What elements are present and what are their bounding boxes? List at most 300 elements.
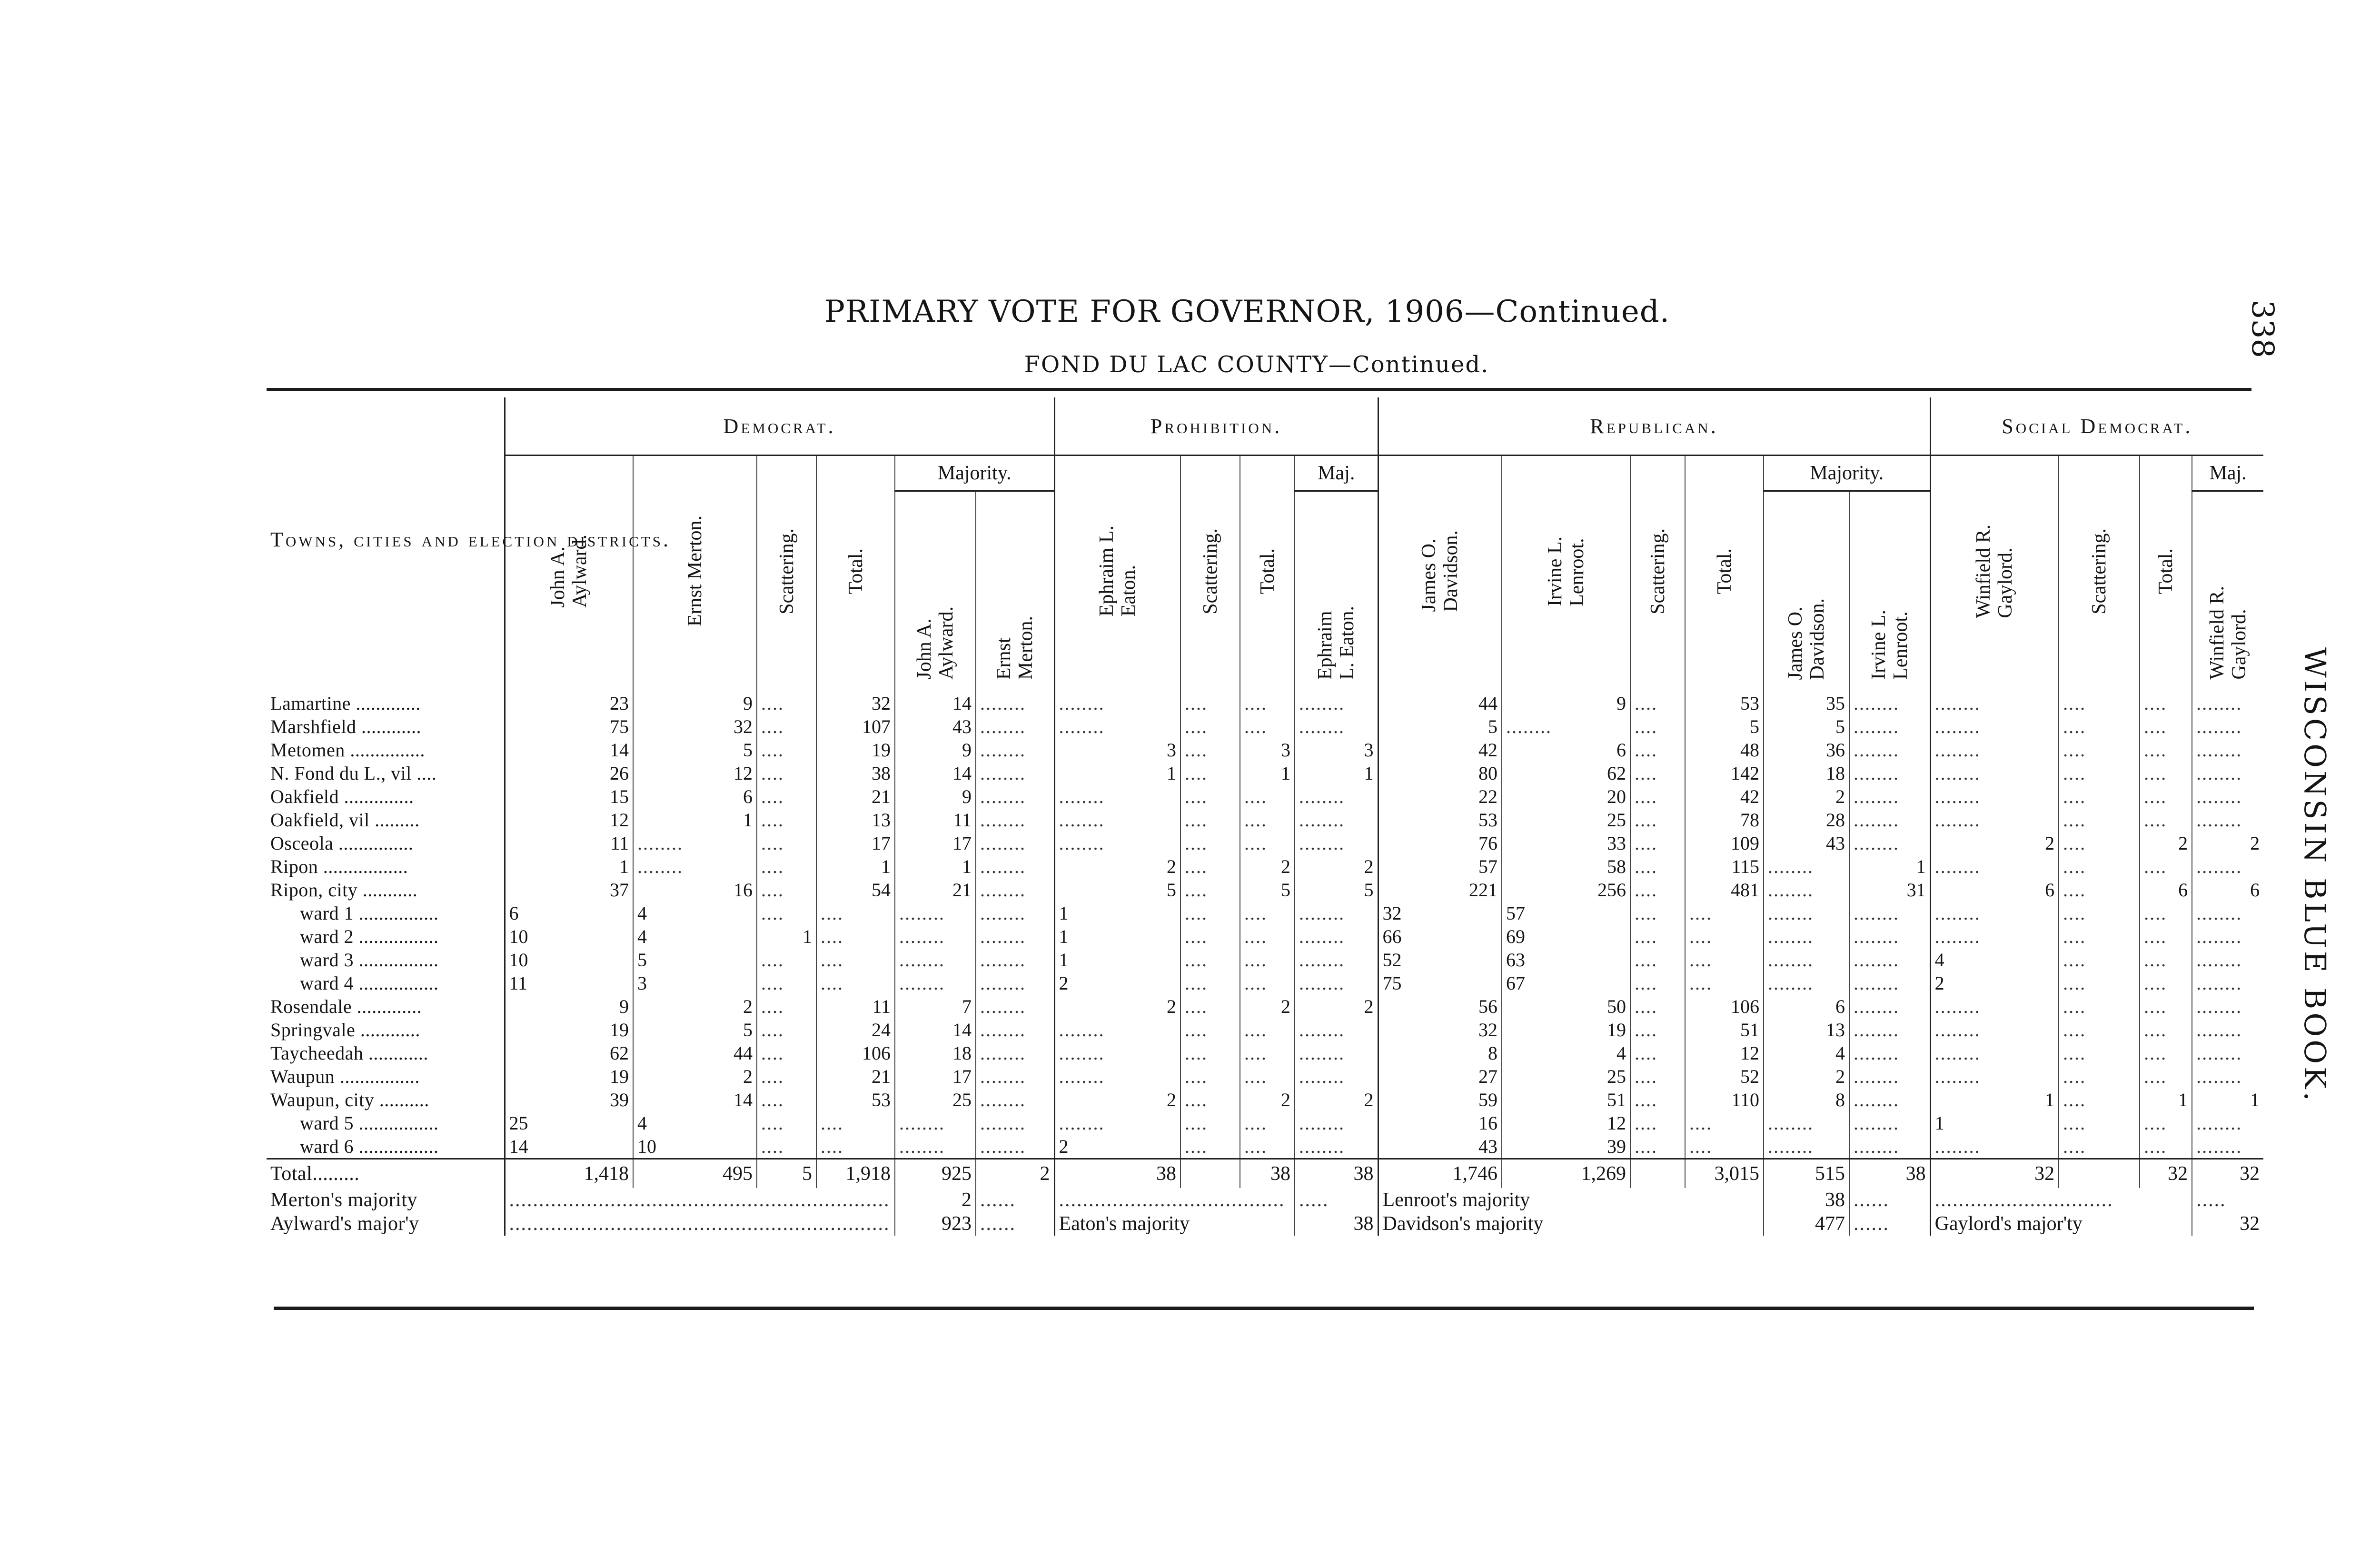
leader-dots: ........ bbox=[1764, 1111, 1849, 1135]
leader-dots: ........ bbox=[976, 785, 1054, 808]
leader-dots: ........ bbox=[1849, 1111, 1930, 1135]
cell-d-aylward: 1 bbox=[505, 855, 633, 878]
table-row bbox=[267, 902, 2263, 925]
table-row bbox=[267, 1088, 2263, 1111]
cell-s-total: 6 bbox=[2140, 878, 2192, 902]
leader-dots: .... bbox=[757, 738, 816, 762]
leader-dots: ................. bbox=[318, 856, 408, 877]
cell-p-eaton: 1 bbox=[1054, 925, 1180, 948]
cell-r-davidson: 22 bbox=[1378, 785, 1502, 808]
leader-dots: .... bbox=[2059, 855, 2140, 878]
leader-dots: ............. bbox=[352, 996, 422, 1017]
total-s-maj-gaylord: 32 bbox=[2192, 1159, 2263, 1189]
total-p-total: 38 bbox=[1240, 1159, 1295, 1189]
cell-d-total: 13 bbox=[816, 808, 895, 832]
leader-dots: ........ bbox=[1295, 1018, 1378, 1041]
cell-d-total: 11 bbox=[816, 995, 895, 1018]
cell-r-maj-davidson: 35 bbox=[1764, 682, 1849, 715]
cell-p-eaton: 1 bbox=[1054, 948, 1180, 971]
leader-dots: .... bbox=[2140, 925, 2192, 948]
leader-dots: .... bbox=[2059, 1041, 2140, 1065]
cell-d-aylward: 12 bbox=[505, 808, 633, 832]
leader-dots: ................ bbox=[353, 949, 439, 971]
leader-dots: .... bbox=[757, 878, 816, 902]
leader-dots: .... bbox=[757, 1018, 816, 1041]
cell-d-merton: 32 bbox=[633, 715, 757, 738]
cell-d-maj-aylward: 21 bbox=[895, 878, 976, 902]
aylward-majority-label: Aylward's major'y bbox=[270, 1213, 419, 1235]
leader-dots: .... bbox=[1630, 682, 1685, 715]
leader-dots: ........ bbox=[976, 855, 1054, 878]
leader-dots: .... bbox=[1630, 878, 1685, 902]
cell-r-lenroot: 4 bbox=[1502, 1041, 1630, 1065]
democrat-header: Democrat. bbox=[505, 397, 1054, 456]
cell-d-maj-aylward: 17 bbox=[895, 832, 976, 855]
col-r-maj-lenroot: Irvine L. Lenroot. bbox=[1849, 491, 1930, 683]
leader-dots: .... bbox=[1685, 1111, 1764, 1135]
lenroot-majority-value: 38 bbox=[1764, 1188, 1849, 1212]
table-row bbox=[267, 808, 2263, 832]
eaton-majority-label: Eaton's majority bbox=[1054, 1212, 1295, 1236]
leader-dots: ........ bbox=[1849, 971, 1930, 995]
cell-r-total: 12 bbox=[1685, 1041, 1764, 1065]
total-s-gaylord: 32 bbox=[1930, 1159, 2059, 1189]
leader-dots: .... bbox=[2059, 948, 2140, 971]
cell-r-davidson: 32 bbox=[1378, 902, 1502, 925]
leader-dots: ........ bbox=[1849, 762, 1930, 785]
cell-r-davidson: 8 bbox=[1378, 1041, 1502, 1065]
leader-dots: .... bbox=[1180, 1111, 1240, 1135]
leader-dots: ........ bbox=[976, 902, 1054, 925]
leader-dots: .... bbox=[816, 1135, 895, 1159]
town-name: Oakfield .............. bbox=[270, 786, 414, 807]
republican-header: Republican. bbox=[1378, 397, 1930, 456]
cell-r-davidson: 221 bbox=[1378, 878, 1502, 902]
cell-d-total: 24 bbox=[816, 1018, 895, 1041]
leader-dots: ........ bbox=[2192, 682, 2263, 715]
leader-dots: .... bbox=[757, 1111, 816, 1135]
cell-r-lenroot: 20 bbox=[1502, 785, 1630, 808]
cell-d-maj-aylward: 14 bbox=[895, 1018, 976, 1041]
leader-dots: .... bbox=[757, 1088, 816, 1111]
leader-dots: ........ bbox=[1849, 902, 1930, 925]
cell-p-eaton: 2 bbox=[1054, 1135, 1180, 1159]
leader-dots: .... bbox=[1685, 902, 1764, 925]
table-row bbox=[267, 1041, 2263, 1065]
majority-row-1: Merton's majority ................................................................ 2 ...... ...................................... ..... Lenroot's majority 38 ...... .............................. ..... bbox=[267, 1188, 2263, 1212]
leader-dots: ........ bbox=[1295, 715, 1378, 738]
leader-dots: ........ bbox=[1054, 715, 1180, 738]
leader-dots: .... bbox=[1685, 925, 1764, 948]
table-row bbox=[267, 682, 2263, 715]
col-d-merton: Ernst Merton. bbox=[633, 456, 757, 683]
col-r-scattering: Scattering. bbox=[1630, 456, 1685, 683]
cell-d-total: 17 bbox=[816, 832, 895, 855]
leader-dots: .... bbox=[1630, 948, 1685, 971]
leader-dots: .... bbox=[1240, 1065, 1295, 1088]
leader-dots: .... bbox=[2059, 785, 2140, 808]
cell-s-gaylord: 2 bbox=[1930, 971, 2059, 995]
leader-dots: .... bbox=[1685, 948, 1764, 971]
cell-r-maj-davidson: 2 bbox=[1764, 785, 1849, 808]
cell-r-lenroot: 33 bbox=[1502, 832, 1630, 855]
leader-dots: .... bbox=[1180, 808, 1240, 832]
leader-dots: .... bbox=[1180, 1041, 1240, 1065]
leader-dots: .... bbox=[757, 1065, 816, 1088]
cell-s-gaylord: 1 bbox=[1930, 1088, 2059, 1111]
cell-r-total: 109 bbox=[1685, 832, 1764, 855]
cell-d-aylward: 39 bbox=[505, 1088, 633, 1111]
cell-r-davidson: 5 bbox=[1378, 715, 1502, 738]
total-d-total: 1,918 bbox=[816, 1159, 895, 1189]
cell-r-total: 110 bbox=[1685, 1088, 1764, 1111]
leader-dots: ........ bbox=[633, 832, 757, 855]
cell-r-lenroot: 25 bbox=[1502, 808, 1630, 832]
cell-d-total: 38 bbox=[816, 762, 895, 785]
total-d-aylward: 1,418 bbox=[505, 1159, 633, 1189]
leader-dots: ........ bbox=[976, 682, 1054, 715]
leader-dots: .... bbox=[2140, 1065, 2192, 1088]
leader-dots: .... bbox=[2140, 1111, 2192, 1135]
vote-table bbox=[267, 397, 2263, 1236]
leader-dots: ........ bbox=[976, 925, 1054, 948]
cell-r-davidson: 32 bbox=[1378, 1018, 1502, 1041]
total-label: Total......... bbox=[267, 1159, 505, 1189]
leader-dots: .... bbox=[757, 785, 816, 808]
leader-dots: ........ bbox=[976, 878, 1054, 902]
cell-p-total: 5 bbox=[1240, 878, 1295, 902]
cell-p-maj-eaton: 3 bbox=[1295, 738, 1378, 762]
leader-dots: ........ bbox=[2192, 762, 2263, 785]
leader-dots: ........ bbox=[1295, 682, 1378, 715]
leader-dots: ........ bbox=[1849, 832, 1930, 855]
leader-dots: ........ bbox=[976, 1088, 1054, 1111]
leader-dots: ........ bbox=[976, 971, 1054, 995]
leader-dots: .... bbox=[1240, 1018, 1295, 1041]
cell-s-gaylord: 6 bbox=[1930, 878, 2059, 902]
cell-d-maj-aylward: 9 bbox=[895, 738, 976, 762]
leader-dots: .... bbox=[411, 763, 437, 784]
leader-dots: ........ bbox=[2192, 785, 2263, 808]
leader-dots: .... bbox=[2059, 715, 2140, 738]
leader-dots: ........ bbox=[1295, 832, 1378, 855]
cell-d-aylward: 26 bbox=[505, 762, 633, 785]
leader-dots: .... bbox=[2059, 1065, 2140, 1088]
total-r-total: 3,015 bbox=[1685, 1159, 1764, 1189]
cell-d-scatter: 1 bbox=[757, 925, 816, 948]
cell-d-maj-aylward: 18 bbox=[895, 1041, 976, 1065]
cell-p-total: 2 bbox=[1240, 855, 1295, 878]
cell-s-total: 1 bbox=[2140, 1088, 2192, 1111]
cell-r-lenroot: 50 bbox=[1502, 995, 1630, 1018]
leader-dots: ........ bbox=[976, 1111, 1054, 1135]
leader-dots: .... bbox=[1630, 995, 1685, 1018]
leader-dots: .... bbox=[757, 855, 816, 878]
cell-p-eaton: 1 bbox=[1054, 902, 1180, 925]
merton-majority-label: Merton's majority bbox=[270, 1189, 417, 1211]
leader-dots: .... bbox=[757, 808, 816, 832]
leader-dots: .... bbox=[2059, 682, 2140, 715]
leader-dots: .... bbox=[757, 762, 816, 785]
cell-d-merton: 2 bbox=[633, 995, 757, 1018]
leader-dots: ........ bbox=[1295, 925, 1378, 948]
town-name: ward 2 ................ bbox=[300, 926, 439, 947]
leader-dots: .... bbox=[2059, 738, 2140, 762]
leader-dots: ............... bbox=[333, 832, 414, 854]
leader-dots: ........ bbox=[1295, 1065, 1378, 1088]
cell-r-lenroot: 51 bbox=[1502, 1088, 1630, 1111]
town-name: Lamartine ............. bbox=[270, 693, 421, 714]
cell-r-lenroot: 19 bbox=[1502, 1018, 1630, 1041]
leader-dots: .... bbox=[1240, 785, 1295, 808]
leader-dots: ........ bbox=[2192, 1065, 2263, 1088]
leader-dots: ........ bbox=[2192, 902, 2263, 925]
leader-dots: ................ bbox=[353, 972, 439, 994]
leader-dots: ........ bbox=[1764, 925, 1849, 948]
cell-r-davidson: 42 bbox=[1378, 738, 1502, 762]
cell-r-davidson: 43 bbox=[1378, 1135, 1502, 1159]
total-p-scattering bbox=[1180, 1159, 1240, 1189]
cell-d-maj-aylward: 11 bbox=[895, 808, 976, 832]
leader-dots: .... bbox=[1630, 1041, 1685, 1065]
leader-dots: .... bbox=[2140, 902, 2192, 925]
cell-p-total: 1 bbox=[1240, 762, 1295, 785]
cell-d-aylward: 75 bbox=[505, 715, 633, 738]
leader-dots: ........ bbox=[2192, 1041, 2263, 1065]
leader-dots: .... bbox=[1180, 832, 1240, 855]
leader-dots: ........ bbox=[1764, 948, 1849, 971]
total-p-maj-eaton: 38 bbox=[1295, 1159, 1378, 1189]
page-number: 338 bbox=[2245, 300, 2280, 358]
total-r-scattering bbox=[1630, 1159, 1685, 1189]
leader-dots: .... bbox=[1180, 682, 1240, 715]
leader-dots: .... bbox=[2140, 948, 2192, 971]
leader-dots: .... bbox=[1180, 1018, 1240, 1041]
leader-dots: .... bbox=[1180, 925, 1240, 948]
leader-dots: ........ bbox=[1764, 878, 1849, 902]
leader-dots: ........ bbox=[1295, 1135, 1378, 1159]
town-name: Waupun ................ bbox=[270, 1066, 420, 1087]
table-row bbox=[267, 785, 2263, 808]
cell-r-total: 142 bbox=[1685, 762, 1764, 785]
cell-s-gaylord: 4 bbox=[1930, 948, 2059, 971]
leader-dots: ........ bbox=[976, 1065, 1054, 1088]
leader-dots: .... bbox=[1630, 762, 1685, 785]
cell-d-maj-aylward: 14 bbox=[895, 682, 976, 715]
leader-dots: ........ bbox=[1764, 855, 1849, 878]
cell-d-merton: 2 bbox=[633, 1065, 757, 1088]
leader-dots: ........ bbox=[1764, 902, 1849, 925]
col-p-scattering: Scattering. bbox=[1180, 456, 1240, 683]
merton-majority-value: 2 bbox=[895, 1188, 976, 1212]
leader-dots: ........ bbox=[1930, 1018, 2059, 1041]
leader-dots: ........ bbox=[1295, 1111, 1378, 1135]
cell-r-davidson: 53 bbox=[1378, 808, 1502, 832]
town-name: ward 1 ................ bbox=[300, 902, 439, 924]
cell-p-eaton: 3 bbox=[1054, 738, 1180, 762]
cell-r-total: 48 bbox=[1685, 738, 1764, 762]
county-subtitle: FOND DU LAC COUNTY—Continued. bbox=[1024, 351, 1489, 378]
leader-dots: ........ bbox=[1849, 1135, 1930, 1159]
leader-dots: ........ bbox=[2192, 715, 2263, 738]
leader-dots: ........ bbox=[1295, 785, 1378, 808]
leader-dots: ........ bbox=[1054, 682, 1180, 715]
total-s-scattering bbox=[2059, 1159, 2140, 1189]
leader-dots: ........ bbox=[1054, 832, 1180, 855]
leader-dots: .... bbox=[1630, 855, 1685, 878]
leader-dots: .... bbox=[2140, 682, 2192, 715]
lenroot-majority-label: Lenroot's majority bbox=[1378, 1188, 1764, 1212]
leader-dots: ........ bbox=[1054, 1111, 1180, 1135]
cell-r-maj-davidson: 28 bbox=[1764, 808, 1849, 832]
leader-dots: .... bbox=[1180, 738, 1240, 762]
cell-d-aylward: 23 bbox=[505, 682, 633, 715]
town-name: Ripon ................. bbox=[270, 856, 408, 877]
leader-dots: ................ bbox=[353, 902, 439, 924]
cell-d-merton: 12 bbox=[633, 762, 757, 785]
town-name: Metomen ............... bbox=[270, 739, 425, 761]
town-name: ward 5 ................ bbox=[300, 1112, 439, 1134]
leader-dots: ........ bbox=[1502, 715, 1630, 738]
democrat-majority-header: Majority. bbox=[895, 456, 1054, 491]
leader-dots: .... bbox=[757, 995, 816, 1018]
leader-dots: .... bbox=[1630, 1018, 1685, 1041]
leader-dots: .... bbox=[1630, 925, 1685, 948]
town-name: N. Fond du L., vil .... bbox=[270, 763, 437, 784]
leader-dots: ........ bbox=[1295, 808, 1378, 832]
leader-dots: ........ bbox=[2192, 855, 2263, 878]
col-p-maj-eaton: Ephraim L. Eaton. bbox=[1295, 491, 1378, 683]
leader-dots: .... bbox=[816, 948, 895, 971]
leader-dots: ................ bbox=[353, 926, 439, 947]
leader-dots: .... bbox=[1180, 878, 1240, 902]
cell-r-total: 78 bbox=[1685, 808, 1764, 832]
leader-dots: ........ bbox=[2192, 995, 2263, 1018]
leader-dots: ........ bbox=[1849, 715, 1930, 738]
leader-dots: .... bbox=[2140, 785, 2192, 808]
leader-dots: ........ bbox=[1930, 762, 2059, 785]
cell-p-eaton: 5 bbox=[1054, 878, 1180, 902]
cell-r-lenroot: 25 bbox=[1502, 1065, 1630, 1088]
cell-p-maj-eaton: 2 bbox=[1295, 995, 1378, 1018]
prohibition-maj-header: Maj. bbox=[1295, 456, 1378, 491]
leader-dots: ........ bbox=[895, 948, 976, 971]
total-r-maj-davidson: 515 bbox=[1764, 1159, 1849, 1189]
leader-dots: ................ bbox=[353, 1112, 439, 1134]
col-s-total: Total. bbox=[2140, 456, 2192, 683]
cell-r-total: 52 bbox=[1685, 1065, 1764, 1088]
cell-d-total: 53 bbox=[816, 1088, 895, 1111]
cell-d-aylward: 19 bbox=[505, 1018, 633, 1041]
leader-dots: ........ bbox=[976, 762, 1054, 785]
leader-dots: ......... bbox=[369, 809, 420, 831]
leader-dots: .... bbox=[757, 1041, 816, 1065]
leader-dots: .... bbox=[1180, 715, 1240, 738]
col-d-total: Total. bbox=[816, 456, 895, 683]
cell-p-maj-eaton: 5 bbox=[1295, 878, 1378, 902]
cell-s-maj-gaylord: 2 bbox=[2192, 832, 2263, 855]
cell-r-lenroot: 12 bbox=[1502, 1111, 1630, 1135]
cell-d-aylward: 25 bbox=[505, 1111, 633, 1135]
town-name: ward 3 ................ bbox=[300, 949, 439, 971]
leader-dots: .... bbox=[1630, 808, 1685, 832]
cell-r-lenroot: 69 bbox=[1502, 925, 1630, 948]
total-row bbox=[267, 1159, 2263, 1189]
leader-dots: .... bbox=[816, 1111, 895, 1135]
leader-dots: .... bbox=[816, 971, 895, 995]
leader-dots: ........ bbox=[976, 1018, 1054, 1041]
cell-d-aylward: 11 bbox=[505, 971, 633, 995]
leader-dots: ........ bbox=[895, 971, 976, 995]
leader-dots: .... bbox=[757, 902, 816, 925]
col-p-eaton: Ephraim L. Eaton. bbox=[1054, 456, 1180, 683]
leader-dots: .... bbox=[2140, 762, 2192, 785]
leader-dots: ........ bbox=[2192, 1135, 2263, 1159]
leader-dots: ........ bbox=[633, 855, 757, 878]
town-name: ward 4 ................ bbox=[300, 972, 439, 994]
leader-dots: ........ bbox=[1930, 682, 2059, 715]
leader-dots: ........ bbox=[1054, 1041, 1180, 1065]
table-row bbox=[267, 1135, 2263, 1159]
leader-dots: ........ bbox=[1930, 1135, 2059, 1159]
cell-r-maj-davidson: 13 bbox=[1764, 1018, 1849, 1041]
leader-dots: ............. bbox=[350, 693, 421, 714]
cell-d-aylward: 37 bbox=[505, 878, 633, 902]
leader-dots: ........ bbox=[2192, 1111, 2263, 1135]
cell-r-davidson: 52 bbox=[1378, 948, 1502, 971]
cell-p-eaton: 2 bbox=[1054, 1088, 1180, 1111]
cell-r-total: 481 bbox=[1685, 878, 1764, 902]
gaylord-majority-value: 32 bbox=[2192, 1212, 2263, 1236]
cell-d-aylward: 6 bbox=[505, 902, 633, 925]
leader-dots: .... bbox=[2059, 925, 2140, 948]
cell-d-merton: 4 bbox=[633, 925, 757, 948]
cell-d-aylward: 14 bbox=[505, 1135, 633, 1159]
leader-dots: .... bbox=[1180, 948, 1240, 971]
leader-dots: ............ bbox=[363, 1042, 428, 1064]
leader-dots: .... bbox=[1630, 1088, 1685, 1111]
table-row bbox=[267, 971, 2263, 995]
leader-dots: .... bbox=[1240, 902, 1295, 925]
leader-dots: .... bbox=[2059, 1088, 2140, 1111]
leader-dots: ........ bbox=[1930, 808, 2059, 832]
table-row bbox=[267, 925, 2263, 948]
leader-dots: .... bbox=[1630, 832, 1685, 855]
table-row bbox=[267, 1065, 2263, 1088]
leader-dots: .... bbox=[2140, 971, 2192, 995]
leader-dots: ................ bbox=[353, 1136, 439, 1157]
cell-d-aylward: 10 bbox=[505, 948, 633, 971]
cell-p-total: 2 bbox=[1240, 995, 1295, 1018]
col-r-lenroot: Irvine L. Lenroot. bbox=[1502, 456, 1630, 683]
leader-dots: ........ bbox=[1930, 785, 2059, 808]
cell-d-merton: 10 bbox=[633, 1135, 757, 1159]
total-p-eaton: 38 bbox=[1054, 1159, 1180, 1189]
cell-r-total: 42 bbox=[1685, 785, 1764, 808]
leader-dots: ................ bbox=[335, 1066, 420, 1087]
cell-d-total: 107 bbox=[816, 715, 895, 738]
cell-d-merton: 4 bbox=[633, 902, 757, 925]
leader-dots: ........ bbox=[1295, 948, 1378, 971]
cell-p-eaton: 2 bbox=[1054, 971, 1180, 995]
total-r-lenroot: 1,269 bbox=[1502, 1159, 1630, 1189]
cell-r-lenroot: 6 bbox=[1502, 738, 1630, 762]
cell-s-gaylord: 1 bbox=[1930, 1111, 2059, 1135]
town-name: Oakfield, vil ......... bbox=[270, 809, 420, 831]
leader-dots: ............ bbox=[355, 1019, 420, 1041]
leader-dots: ........ bbox=[976, 715, 1054, 738]
table-row bbox=[267, 878, 2263, 902]
